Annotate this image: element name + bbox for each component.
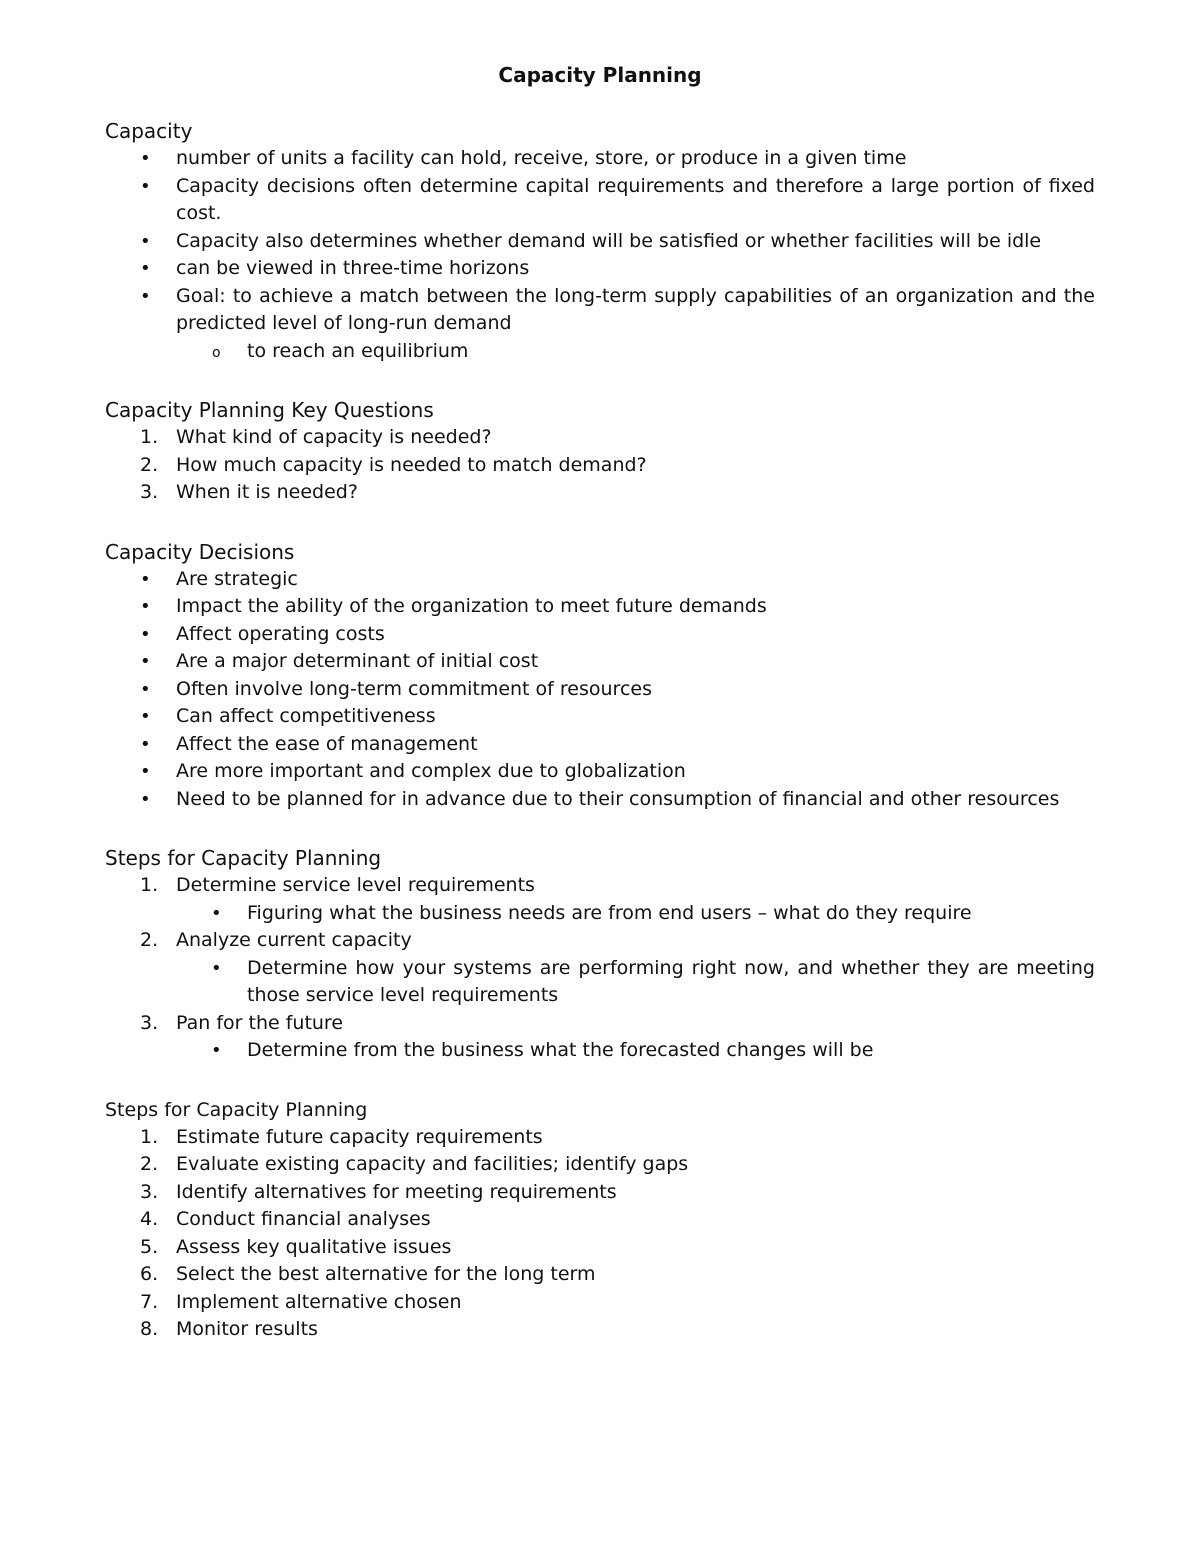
list-item [105, 1261, 1095, 1289]
section-steps-evaluation [105, 1096, 1095, 1344]
sub-list-item: • Determine how your systems are performing right now, and whether they are meeting those service level requirements [105, 955, 1095, 1010]
list-text: What kind of capacity is needed? [176, 426, 492, 448]
list-number: 7. [140, 1290, 159, 1313]
list-number: 5. [140, 1235, 159, 1258]
list-item [105, 1316, 1095, 1344]
list-text: Monitor results [176, 1318, 318, 1340]
list-number: 2. [140, 453, 159, 476]
list-item [105, 479, 1095, 507]
list-item [105, 1289, 1095, 1317]
section-heading: Capacity Planning Key Questions [105, 398, 434, 422]
list-item: • Are a major determinant of initial cost [105, 648, 1095, 676]
list-number: 3. [140, 1180, 159, 1203]
list-text: How much capacity is needed to match demand? [176, 453, 647, 476]
list-number: 8. [140, 1318, 159, 1340]
list-item: • Impact the ability of the organization to meet future demands [105, 593, 1095, 621]
list-item [105, 452, 1095, 480]
list-text: Identify alternatives for meeting requirements [176, 1180, 617, 1203]
list-item: • Are strategic [105, 566, 1095, 594]
sub-list-item: • Figuring what the business needs are from end users – what do they require [105, 900, 1095, 928]
list-item [105, 1124, 1095, 1152]
list-item: • can be viewed in three-time horizons [105, 255, 1095, 283]
list-item: • Capacity also determines whether demand will be satisfied or whether facilities will be idle [105, 228, 1095, 256]
list-item [105, 1010, 1095, 1038]
list-number: 1. [140, 426, 159, 448]
sub-list-item: • Determine from the business what the forecasted changes will be [105, 1037, 1095, 1065]
section-heading: Steps for Capacity Planning [105, 1098, 368, 1121]
list-number: 3. [140, 1011, 159, 1034]
list-item: • Affect operating costs [105, 621, 1095, 649]
section-heading: Steps for Capacity Planning [105, 846, 382, 870]
list-item: • number of units a facility can hold, receive, store, or produce in a given time [105, 145, 1095, 173]
list-number: 1. [140, 874, 159, 896]
section-key-questions [105, 396, 1095, 507]
list-number: 2. [140, 929, 159, 951]
list-text: Determine service level requirements [176, 874, 535, 896]
list-item: • Can affect competitiveness [105, 703, 1095, 731]
list-text: Evaluate existing capacity and facilities; identify gaps [176, 1153, 689, 1175]
document-title: Capacity Planning [498, 63, 702, 87]
section-steps-service-level [105, 844, 1095, 1065]
list-number: 4. [140, 1208, 159, 1230]
list-number: 3. [140, 481, 159, 503]
numbered-list [105, 872, 1095, 1065]
list-item: • Need to be planned for in advance due to their consumption of financial and other resources [105, 786, 1095, 814]
list-item [105, 927, 1095, 955]
list-text: Analyze current capacity [176, 929, 412, 951]
list-item [105, 424, 1095, 452]
bullet-list [105, 566, 1095, 814]
section-heading: Capacity Decisions [105, 539, 295, 564]
list-item: • Affect the ease of management [105, 731, 1095, 759]
list-item [105, 1206, 1095, 1234]
list-text: Estimate future capacity requirements [176, 1125, 543, 1148]
list-text: Assess key qualitative issues [176, 1235, 452, 1258]
section-capacity-decisions [105, 538, 1095, 814]
list-text: Conduct financial analyses [176, 1208, 431, 1230]
list-item: • Are more important and complex due to globalization [105, 758, 1095, 786]
document-body [105, 117, 1095, 1375]
list-item: • Goal: to achieve a match between the long-term supply capabilities of an organization and the predicted level of long-run demand [105, 283, 1095, 338]
list-number: 2. [140, 1153, 159, 1175]
list-item [105, 1179, 1095, 1207]
section-capacity [105, 117, 1095, 365]
list-item: • Capacity decisions often determine capital requirements and therefore a large portion of fixed cost. [105, 173, 1095, 228]
list-number: 6. [140, 1263, 159, 1285]
list-text: Select the best alternative for the long term [176, 1263, 596, 1285]
list-text: Implement alternative chosen [176, 1290, 462, 1313]
numbered-list [105, 1124, 1095, 1344]
bullet-list [105, 145, 1095, 365]
list-item [105, 872, 1095, 900]
list-item [105, 1234, 1095, 1262]
list-number: 1. [140, 1125, 159, 1148]
sub-list-item: o to reach an equilibrium [105, 338, 1095, 366]
list-item: • Often involve long-term commitment of resources [105, 676, 1095, 704]
list-text: When it is needed? [176, 481, 358, 503]
list-text: Pan for the future [176, 1011, 344, 1034]
section-heading: Capacity [105, 119, 193, 143]
list-item [105, 1151, 1095, 1179]
numbered-list [105, 424, 1095, 507]
